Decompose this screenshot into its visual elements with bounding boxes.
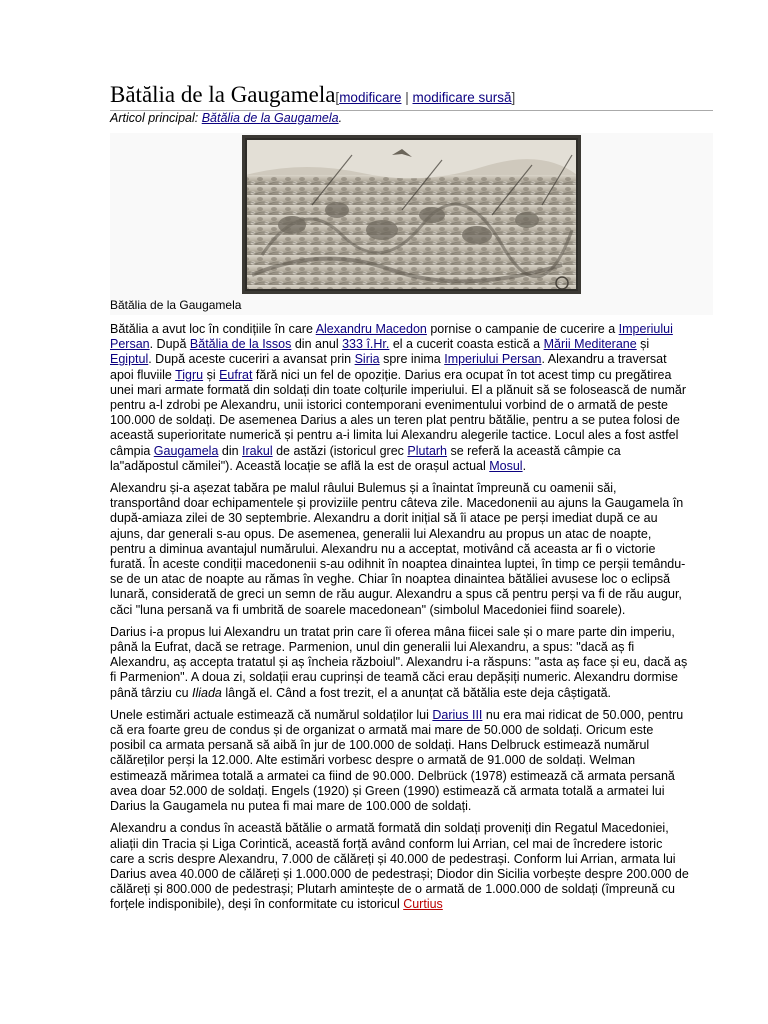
figure-caption: Bătălia de la Gaugamela: [110, 298, 242, 312]
text: și: [203, 367, 220, 382]
link-siria[interactable]: Siria: [354, 352, 380, 367]
link-curtius[interactable]: Curtius: [403, 897, 443, 912]
link-egiptul[interactable]: Egiptul: [110, 352, 149, 367]
link-imperiului-persan[interactable]: Imperiului Persan: [110, 322, 673, 352]
text: . După: [149, 337, 190, 352]
paragraph-4: [110, 708, 690, 814]
text: . Alexandru a traversat apoi fluviile: [110, 352, 667, 382]
text: el a cucerit coasta estică a: [389, 337, 544, 352]
link-gaugamela[interactable]: Gaugamela: [153, 443, 219, 458]
paragraph-2: Alexandru și-a așezat tabăra pe malul râului Bulemus și a înaintat împreună cu oamenii săi, transportând doar echipamentele și proviziile pentru câteva zile. Macedonenii au ajuns la Gaugamela în după-amiaza zilei de 30 septembrie. Alexandru a dorit inițial să îi atace pe perși imediat după ce au ajuns, dar generali s-au opus. De asemenea, generalii lui Alexandru au propus un atac de noapte, pentru a diminua avantajul numărului. Alexandru nu a acceptat, motivând că aceasta ar fi o victorie furată. În aceste condiții macedonenii s-au odihnit în noaptea dinaintea luptei, în timp ce perșii temându-se de un atac de noapte au rămas în veghe. Chiar în noaptea dinaintea bătăliei avusese loc o eclipsă lunară, considerată de greci un semn de rău augur. Alexandru a spus că pentru perși va fi de rău augur, căci "luna persană va fi umbrită de soarele macedonean" (simbolul Macedoniei fiind soarele).: [110, 481, 686, 617]
text: spre inima: [379, 352, 445, 367]
text: pornise o campanie de cucerire a: [426, 322, 619, 336]
edit-separator: |: [401, 90, 413, 105]
link-333-ihr[interactable]: 333 î.Hr.: [342, 337, 390, 352]
text: se referă la această câmpie ca la"adăpostul cămilei"). Această locație se află la est de orașul actual: [110, 443, 621, 473]
text: din: [218, 443, 243, 458]
text: și: [636, 337, 650, 352]
link-marii-mediterane[interactable]: Mării Mediterane: [543, 337, 637, 352]
hatnote-suffix: .: [338, 111, 343, 125]
bracket-close: ]: [511, 90, 516, 105]
hatnote-prefix: Articol principal:: [110, 111, 202, 125]
page-title: Bătălia de la Gaugamela: [110, 82, 336, 107]
link-tigru[interactable]: Tigru: [175, 367, 204, 382]
text: .: [522, 458, 527, 473]
edit-link[interactable]: modificare: [339, 90, 402, 105]
text: Bătălia a avut loc în condițiile în care: [110, 322, 316, 336]
paragraph-5: [110, 821, 690, 912]
link-alexandru-macedon[interactable]: Alexandru Macedon: [315, 322, 427, 336]
article-body: [110, 322, 690, 920]
figure: [110, 133, 713, 315]
battle-relief-image[interactable]: [242, 135, 581, 294]
main-article-hatnote: [110, 111, 342, 125]
iliada-italic: Iliada: [192, 685, 222, 700]
text: Alexandru a condus în această bătălie o armată formată din soldați proveniți din Regatul Macedoniei, aliații din Tracia și Liga Corintică, această forță având conform lui Arrian, cel mai de încredere istoric care a scris despre Alexandru, 7.000 de călăreți și 40.000 de pedestrași. Conform lui Arrian, armata lui Darius avea 40.000 de călăreți și 1.000.000 de pedestrași; Diodor din Sicilia vorbește despre 200.000 de călăreți și 800.000 de pedestrași; Plutarh amintește de o armată de 1.000.000 de soldați (împreună cu forțele indisponibile), deși în conformitate cu istoricul: [110, 821, 689, 912]
link-mosul[interactable]: Mosul: [489, 458, 523, 473]
paragraph-1: [110, 322, 690, 474]
link-darius-iii[interactable]: Darius III: [432, 707, 483, 722]
main-article-link[interactable]: Bătălia de la Gaugamela: [201, 111, 339, 125]
edit-source-link[interactable]: modificare sursă: [412, 90, 512, 105]
text: de astăzi (istoricul grec: [272, 443, 408, 458]
text: lângă el. Când a fost trezit, el a anunțat că bătălia este deja câștigată.: [221, 685, 612, 700]
text: nu era mai ridicat de 50.000, pentru că era foarte greu de condus și de organizat o armată mai mare de 50.000 de soldați. Oricum este posibil ca armata persană să aibă în jur de 100.000 de soldați. Hans Delbruck estimează numărul călăreților perși la 12.000. Alte estimări vorbesc despre o armată de 91.000 de soldați. Welman estimează mărimea totală a armatei ca fiind de 90.000. Delbrück (1978) estimează că armata persană avea doar 52.000 de soldați. Engels (1920) și Green (1990) estimează că armata totală a armatei lui Darius la Gaugamela nu putea fi mai mare de 100.000 de soldați.: [110, 707, 684, 814]
text: fără nici un fel de opoziție. Darius era ocupat în tot acest timp cu pregătirea unei mari armate formată din soldați din toate colțurile imperiului. El a plănuit să se folosească de număr pentru a-l zdrobi pe Alexandru, unii istorici contemporani evenimentului vorbind de o armată de peste 100.000 de soldați. De asemenea Darius a ales un teren plat pentru bătălie, pentru a se putea folosi de această superioritate numerică și pentru a-i limita lui Alexandru alegerile tactice. Locul ales a fost astfel câmpia: [110, 367, 686, 458]
link-plutarh[interactable]: Plutarh: [407, 443, 448, 458]
section-heading: [110, 82, 713, 111]
link-irakul[interactable]: Irakul: [242, 443, 273, 458]
link-batalia-de-la-issos[interactable]: Bătălia de la Issos: [189, 337, 292, 352]
text: . După aceste cuceriri a avansat prin: [148, 352, 355, 367]
link-imperiului-persan-2[interactable]: Imperiului Persan: [444, 352, 542, 367]
bracket-open: [: [335, 90, 340, 105]
link-eufrat[interactable]: Eufrat: [219, 367, 253, 382]
paragraph-3: [110, 625, 690, 701]
text: Unele estimări actuale estimează că numărul soldaților lui: [110, 707, 433, 722]
edit-links: [335, 90, 515, 105]
text: din anul: [291, 337, 343, 352]
text: Darius i-a propus lui Alexandru un tratat prin care îi oferea mâna fiicei sale și o mare parte din imperiu, până la Eufrat, dacă se retrage. Parmenion, unul din generalii lui Alexandru, a spus: "dacă aș fi Alexandru, aș accepta tratatul și aș încheia războiul". Alexandru i-a răspuns: "asta aș face și eu, dacă aș fi Parmenion". A doua zi, soldații erau cuprinși de teamă căci erau depășiți numeric. Alexandru dormise până târziu cu: [110, 624, 688, 700]
